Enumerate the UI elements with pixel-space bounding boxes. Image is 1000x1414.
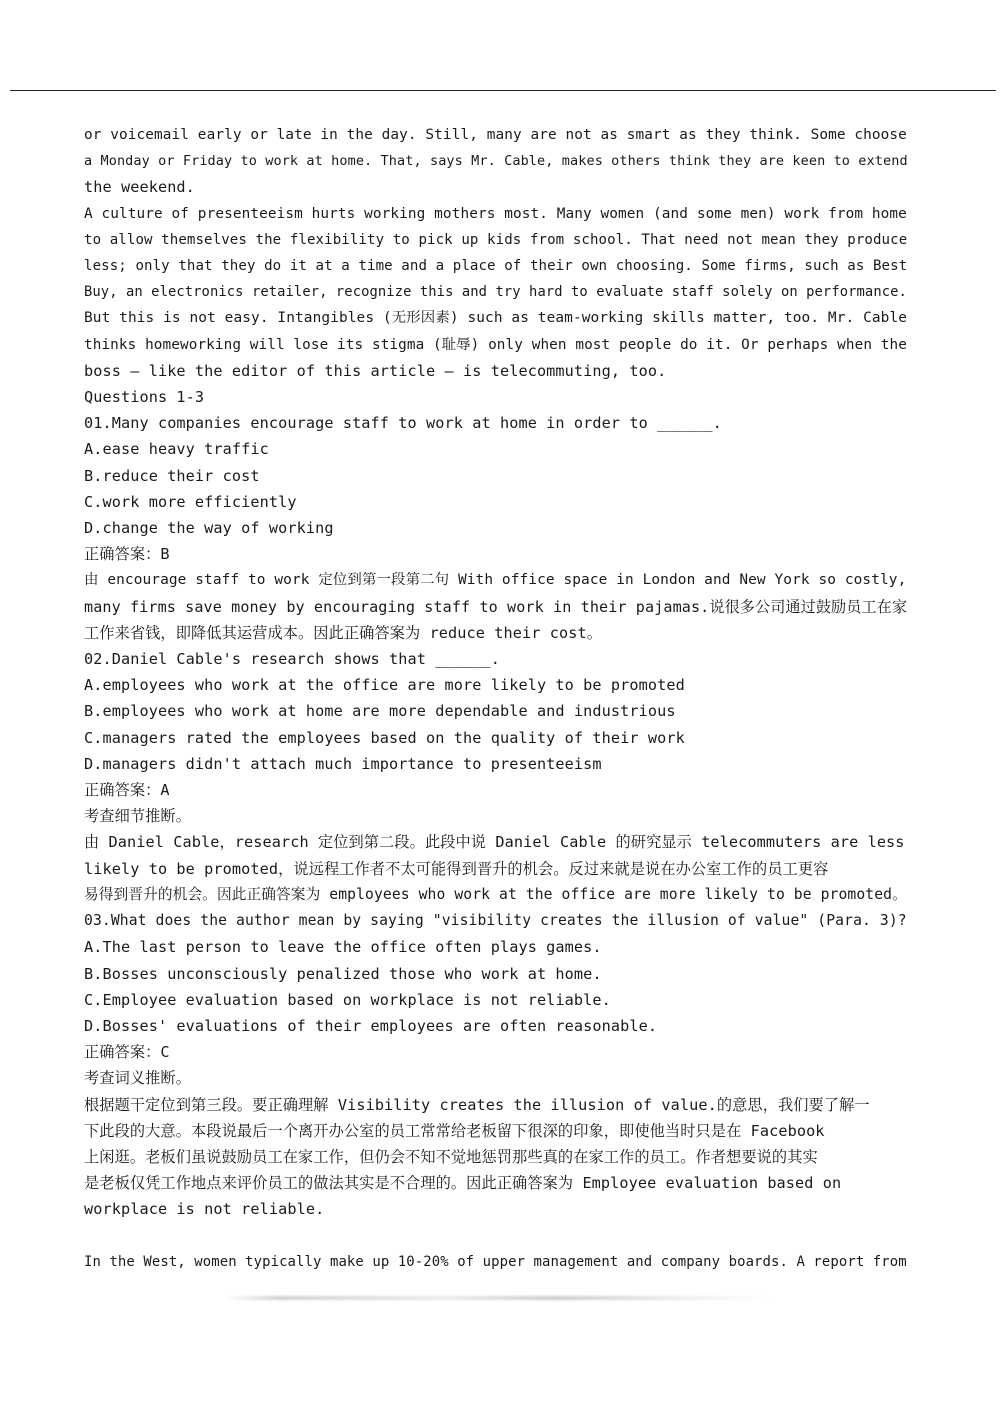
option-b: B.employees who work at home are more dependable and industrious bbox=[84, 702, 676, 721]
text-line: Buy, an electronics retailer, recognize this and try hard to evaluate staff solely on performance. bbox=[84, 284, 907, 301]
explanation-line: 上闲逛。老板们虽说鼓励员工在家工作，但仍会不知不觉地惩罚那些真的在家工作的员工。作者想要说的其实 bbox=[84, 1147, 818, 1166]
option-d: D.change the way of working bbox=[84, 519, 334, 538]
section-heading: Questions 1-3 bbox=[84, 388, 205, 407]
header-rule bbox=[10, 90, 996, 91]
answer-line: 正确答案：B bbox=[84, 545, 170, 564]
paragraph-gap bbox=[84, 1223, 906, 1249]
text-line: the weekend. bbox=[84, 178, 195, 197]
explanation-line: 下此段的大意。本段说最后一个离开办公室的员工常常给老板留下很深的印象，即使他当时只是在 Facebook bbox=[84, 1121, 825, 1140]
text-line: to allow themselves the flexibility to pick up kids from school. That need not mean they produce bbox=[84, 231, 908, 248]
option-a: A.employees who work at the office are more likely to be promoted bbox=[84, 676, 685, 695]
option-d: D.managers didn't attach much importance to presenteeism bbox=[84, 754, 602, 773]
explanation-line: 考查词义推断。 bbox=[84, 1069, 192, 1088]
next-passage-line: In the West, women typically make up 10-20% of upper management and company boards. A report from bbox=[84, 1253, 907, 1270]
text-line: boss — like the editor of this article — is telecommuting, too. bbox=[84, 361, 667, 380]
document-body bbox=[84, 122, 906, 1275]
option-c: C.work more efficiently bbox=[84, 492, 297, 511]
explanation-line: 是老板仅凭工作地点来评价员工的做法其实是不合理的。因此正确答案为 Employee evaluation based on bbox=[84, 1174, 842, 1193]
question-3: 03.What does the author mean by saying "visibility creates the illusion of value" (Para. 3)? bbox=[84, 912, 907, 930]
option-c: C.managers rated the employees based on the quality of their work bbox=[84, 728, 685, 747]
text-line: a Monday or Friday to work at home. That, says Mr. Cable, makes others think they are keen to extend bbox=[84, 153, 908, 170]
answer-line: 正确答案：C bbox=[84, 1043, 170, 1062]
option-b: B.Bosses unconsciously penalized those who work at home. bbox=[84, 964, 602, 983]
text-line: A culture of presenteeism hurts working mothers most. Many women (and some men) work from home bbox=[84, 205, 907, 222]
explanation-line: workplace is not reliable. bbox=[84, 1200, 325, 1219]
explanation-line: 由 encourage staff to work 定位到第一段第二句 With office space in London and New York so costly, bbox=[84, 572, 907, 589]
scan-artifact bbox=[225, 1296, 775, 1300]
explanation-line: likely to be promoted，说远程工作者不太可能得到晋升的机会。反过来就是说在办公室工作的员工更容 bbox=[84, 859, 829, 878]
explanation-line: 由 Daniel Cable，research 定位到第二段。此段中说 Daniel Cable 的研究显示 telecommuters are less bbox=[84, 833, 905, 852]
explanation-line: 考查细节推断。 bbox=[84, 807, 192, 826]
explanation-line: 根据题干定位到第三段。要正确理解 Visibility creates the illusion of value.的意思，我们要了解一 bbox=[84, 1095, 870, 1114]
explanation-line: many firms save money by encouraging staff to work in their pajamas.说很多公司通过鼓励员工在家 bbox=[84, 597, 908, 616]
option-a: A.ease heavy traffic bbox=[84, 440, 269, 459]
option-c: C.Employee evaluation based on workplace is not reliable. bbox=[84, 990, 611, 1009]
explanation-line: 易得到晋升的机会。因此正确答案为 employees who work at the office are more likely to be promoted。 bbox=[84, 885, 907, 903]
text-line: thinks homeworking will lose its stigma (耻辱) only when most people do it. Or perhaps when the bbox=[84, 336, 907, 353]
text-line: or voicemail early or late in the day. Still, many are not as smart as they think. Some choose bbox=[84, 127, 907, 143]
explanation-line: 工作来省钱，即降低其运营成本。因此正确答案为 reduce their cost。 bbox=[84, 623, 602, 642]
answer-line: 正确答案：A bbox=[84, 781, 170, 800]
text-line: less; only that they do it at a time and a place of their own choosing. Some firms, such as Best bbox=[84, 258, 908, 275]
question-1: 01.Many companies encourage staff to work at home in order to ______. bbox=[84, 414, 722, 433]
option-d: D.Bosses' evaluations of their employees are often reasonable. bbox=[84, 1016, 658, 1035]
question-2: 02.Daniel Cable's research shows that ______. bbox=[84, 650, 500, 669]
text-line: But this is not easy. Intangibles (无形因素) such as team-working skills matter, too. Mr. Cable bbox=[84, 310, 908, 327]
option-a: A.The last person to leave the office often plays games. bbox=[84, 938, 602, 957]
option-b: B.reduce their cost bbox=[84, 466, 260, 485]
